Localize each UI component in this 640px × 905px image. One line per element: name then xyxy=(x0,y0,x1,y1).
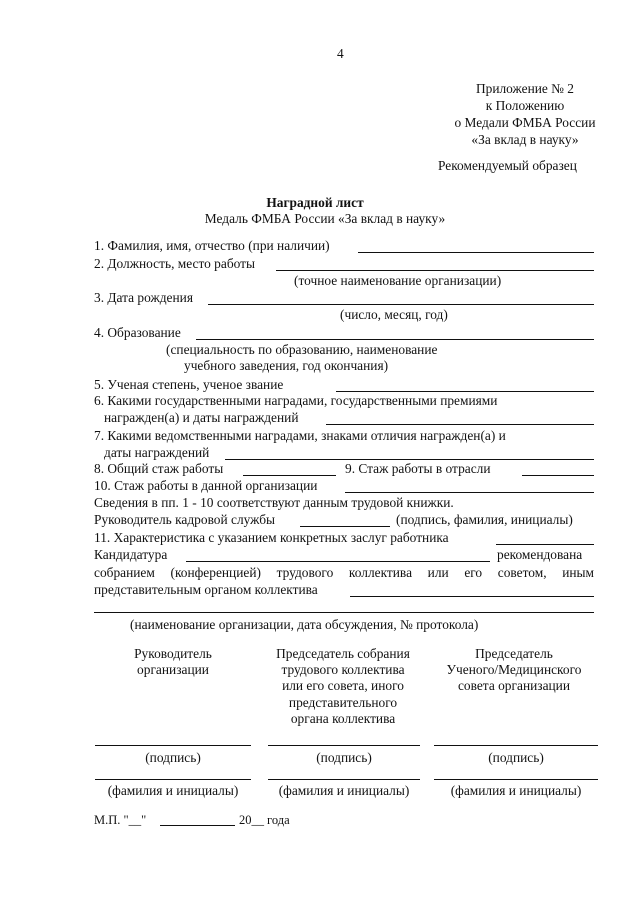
candidacy-text-3: представительным органом коллектива xyxy=(94,582,318,597)
hr-head-line[interactable] xyxy=(300,526,390,527)
signature-col-2-sign-line[interactable] xyxy=(268,745,420,746)
field-4-label: 4. Образование xyxy=(94,325,181,340)
signature-col-3-title-1: Председатель xyxy=(475,646,553,661)
field-3-label: 3. Дата рождения xyxy=(94,290,193,305)
appendix-line-2: к Положению xyxy=(485,98,565,113)
signature-col-3-sign-hint: (подпись) xyxy=(488,750,544,765)
field-2-hint: (точное наименование организации) xyxy=(294,273,502,288)
field-5-line[interactable] xyxy=(336,391,594,392)
field-6-line[interactable] xyxy=(326,424,594,425)
signature-col-2-name-line[interactable] xyxy=(268,779,420,780)
field-9-line[interactable] xyxy=(522,475,594,476)
signature-col-3-sign-line[interactable] xyxy=(434,745,598,746)
signature-col-3-name-hint: (фамилия и инициалы) xyxy=(450,783,582,798)
hr-head-label: Руководитель кадровой службы xyxy=(94,512,276,527)
field-2-line[interactable] xyxy=(276,270,594,271)
field-1-label: 1. Фамилия, имя, отчество (при наличии) xyxy=(94,238,330,253)
signature-col-1-title-2: организации xyxy=(137,662,209,677)
document-subtitle: Медаль ФМБА России «За вклад в науку» xyxy=(204,211,446,226)
workbook-note: Сведения в пп. 1 - 10 соответствуют данным трудовой книжки. xyxy=(94,495,454,510)
seal-date-year: 20__ xyxy=(239,813,264,827)
field-11-label: 11. Характеристика с указанием конкретных заслуг работника xyxy=(94,530,449,545)
signature-col-2-title-5: органа коллектива xyxy=(290,711,396,726)
field-4-hint-2: учебного заведения, год окончания) xyxy=(184,358,389,373)
field-11-line[interactable] xyxy=(496,544,594,545)
organization-line[interactable] xyxy=(94,612,594,613)
field-5-label: 5. Ученая степень, ученое звание xyxy=(94,377,284,392)
candidacy-line[interactable] xyxy=(186,561,490,562)
signature-col-2-title-3: или его совета, иного xyxy=(282,678,404,693)
organization-hint: (наименование организации, дата обсуждения, № протокола) xyxy=(130,617,479,632)
field-2-label: 2. Должность, место работы xyxy=(94,256,256,271)
field-10-label: 10. Стаж работы в данной организации xyxy=(94,478,318,493)
signature-col-2-title-4: представительного xyxy=(288,695,398,710)
candidacy-recommended: рекомендована xyxy=(497,547,583,562)
signature-col-2-title-1: Председатель собрания xyxy=(276,646,410,661)
field-7-line[interactable] xyxy=(225,459,594,460)
seal-date-year-word: года xyxy=(267,813,290,827)
signature-col-1-sign-line[interactable] xyxy=(95,745,251,746)
field-9-label: 9. Стаж работы в отрасли xyxy=(345,461,491,476)
field-3-hint: (число, месяц, год) xyxy=(340,307,448,322)
candidacy-label: Кандидатура xyxy=(94,547,168,562)
candidacy-text-2: собранием (конференцией) трудового коллектива или его советом, иным xyxy=(94,565,594,580)
hr-head-hint: (подпись, фамилия, инициалы) xyxy=(396,512,573,527)
field-8-label: 8. Общий стаж работы xyxy=(94,461,224,476)
field-4-line[interactable] xyxy=(196,339,594,340)
signature-col-1-name-hint: (фамилия и инициалы) xyxy=(107,783,239,798)
signature-col-2-sign-hint: (подпись) xyxy=(316,750,372,765)
signature-col-1-sign-hint: (подпись) xyxy=(145,750,201,765)
field-1-line[interactable] xyxy=(358,252,594,253)
field-8-line[interactable] xyxy=(243,475,336,476)
field-4-hint-1: (специальность по образованию, наименование xyxy=(166,342,438,357)
signature-col-3-title-3: совета организации xyxy=(457,678,571,693)
candidacy-line-2[interactable] xyxy=(350,596,594,597)
page-number: 4 xyxy=(337,46,344,61)
signature-col-1-name-line[interactable] xyxy=(95,779,251,780)
signature-col-3-name-line[interactable] xyxy=(434,779,598,780)
signature-col-1-title-1: Руководитель xyxy=(134,646,212,661)
signature-col-2-title-2: трудового коллектива xyxy=(281,662,405,677)
seal-date-label: М.П. "__" xyxy=(94,813,147,827)
appendix-line-4: «За вклад в науку» xyxy=(471,132,579,147)
field-7-label-b: даты награждений xyxy=(104,445,210,460)
field-3-line[interactable] xyxy=(208,304,594,305)
appendix-line-1: Приложение № 2 xyxy=(475,81,575,96)
field-6-label-a: 6. Какими государственными наградами, государственными премиями xyxy=(94,393,498,408)
document-title: Наградной лист xyxy=(266,195,364,210)
field-10-line[interactable] xyxy=(345,492,594,493)
sample-label: Рекомендуемый образец xyxy=(438,158,577,173)
signature-col-3-title-2: Ученого/Медицинского xyxy=(446,662,582,677)
appendix-line-3: о Медали ФМБА России xyxy=(454,115,596,130)
signature-col-2-name-hint: (фамилия и инициалы) xyxy=(278,783,410,798)
seal-date-month-line[interactable] xyxy=(160,825,235,826)
field-6-label-b: награжден(а) и даты награждений xyxy=(104,410,299,425)
field-7-label-a: 7. Какими ведомственными наградами, знаками отличия награжден(а) и xyxy=(94,428,506,443)
